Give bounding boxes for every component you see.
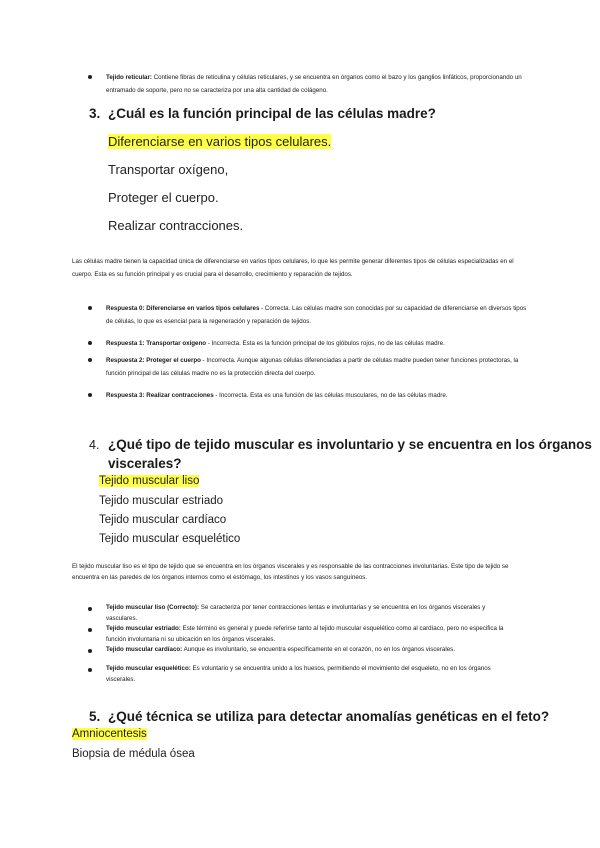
list-item xyxy=(88,645,508,656)
list-item-text: Respuesta 3: Realizar contracciones - Incorrecta. Esta es una función de las células musculares, no de las células madre. xyxy=(106,392,448,399)
question-4-option: Tejido muscular esquelético xyxy=(99,533,241,545)
list-item-text: Tejido muscular esquelético: Es voluntario y se encuentra unido a los huesos, permitiendo el movimiento del esqueleto, no en los órganos viscerales. xyxy=(106,665,491,683)
question-4-title-line1: ¿Qué tipo de tejido muscular es involuntario y se encuentra en los órganos xyxy=(108,437,592,452)
question-5-number: 5. xyxy=(89,709,101,724)
bullet-icon xyxy=(88,306,92,310)
list-item xyxy=(88,354,528,380)
term-description: Contiene fibras de reticulina y células reticulares, y se encuentra en órganos como el bazo y los ganglios linfáticos, proporcionando un entramado de soporte, pero no se caracteriza por una alta cantidad de colágeno. xyxy=(106,74,522,94)
list-item xyxy=(88,71,528,97)
list-item-text: Tejido muscular cardíaco: Aunque es involuntario, se encuentra específicamente en el corazón, no en los órganos viscerales. xyxy=(106,646,455,653)
bullet-icon xyxy=(88,649,92,653)
list-item-text: Respuesta 2: Proteger el cuerpo - Incorrecta. Aunque algunas células diferenciadas a partir de células madre pueden tener funciones protectoras, la función principal de las células madre no es la protección directa del cuerpo. xyxy=(106,357,519,377)
question-3-title: ¿Cuál es la función principal de las células madre? xyxy=(108,106,436,121)
list-item-text: Tejido muscular estriado: Este término es general y puede referirse tanto al tejido muscular esquelético como al cardíaco, pero no especifica la función involuntaria ni su ubicación en los órganos viscerales. xyxy=(106,625,504,643)
question-4-explanation: El tejido muscular liso es el tipo de tejido que se encuentra en los órganos viscerales y es responsable de las contracciones involuntarias. Este tipo de tejido se encuentra en las paredes de los órganos internos como el estómago, los intestinos y los vasos sanguíneos. xyxy=(72,563,509,581)
list-item xyxy=(88,389,528,402)
list-item-text xyxy=(106,71,528,97)
question-4-option-correct: Tejido muscular liso xyxy=(99,475,200,487)
list-item xyxy=(88,603,508,624)
question-3-option: Transportar oxígeno, xyxy=(108,162,229,177)
term-label: Tejido reticular: xyxy=(106,74,152,81)
list-item xyxy=(88,664,520,685)
question-3-explanation: Las células madre tienen la capacidad única de diferenciarse en varios tipos celulares, lo que les permite generar diferentes tipos de células especializadas en el cuerpo. Esta es su función principal y es crucial para el desarrollo, crecimiento y reparación de tejidos. xyxy=(72,258,514,278)
question-4-option: Tejido muscular cardíaco xyxy=(99,514,227,526)
question-4-option: Tejido muscular estriado xyxy=(99,495,224,507)
bullet-icon xyxy=(88,628,92,632)
list-item-text: Respuesta 0: Diferenciarse en varios tipos celulares - Correcta. Las células madre son conocidas por su capacidad de diferenciarse en diversos tipos de células, lo que es esencial para la regeneración y reparación de tejidos. xyxy=(106,305,527,325)
bullet-icon xyxy=(88,75,92,79)
question-5-option: Biopsia de médula ósea xyxy=(72,748,195,760)
question-3-option-correct: Diferenciarse en varios tipos celulares. xyxy=(108,134,332,149)
question-4-title-line2: viscerales? xyxy=(108,456,182,471)
list-item xyxy=(88,302,528,328)
list-item-text: Tejido muscular liso (Correcto): Se caracteriza por tener contracciones lentas e involuntarias y se encuentra en los órganos viscerales y vasculares. xyxy=(106,604,486,622)
question-5-title: ¿Qué técnica se utiliza para detectar anomalías genéticas en el feto? xyxy=(108,709,550,724)
question-4-number: 4. xyxy=(89,438,100,452)
bullet-icon xyxy=(88,358,92,362)
list-item xyxy=(88,624,508,645)
bullet-icon xyxy=(88,668,92,672)
list-item-text: Respuesta 1: Transportar oxígeno - Incorrecta. Esta es la función principal de los glóbulos rojos, no de las células madre. xyxy=(106,340,445,347)
list-item xyxy=(88,337,528,350)
bullet-icon xyxy=(88,393,92,397)
question-3-option: Proteger el cuerpo. xyxy=(108,190,219,205)
bullet-icon xyxy=(88,341,92,345)
bullet-icon xyxy=(88,607,92,611)
question-3-option: Realizar contracciones. xyxy=(108,218,244,233)
question-5-option-correct: Amniocentesis xyxy=(72,728,147,740)
question-3-number: 3. xyxy=(89,106,101,121)
